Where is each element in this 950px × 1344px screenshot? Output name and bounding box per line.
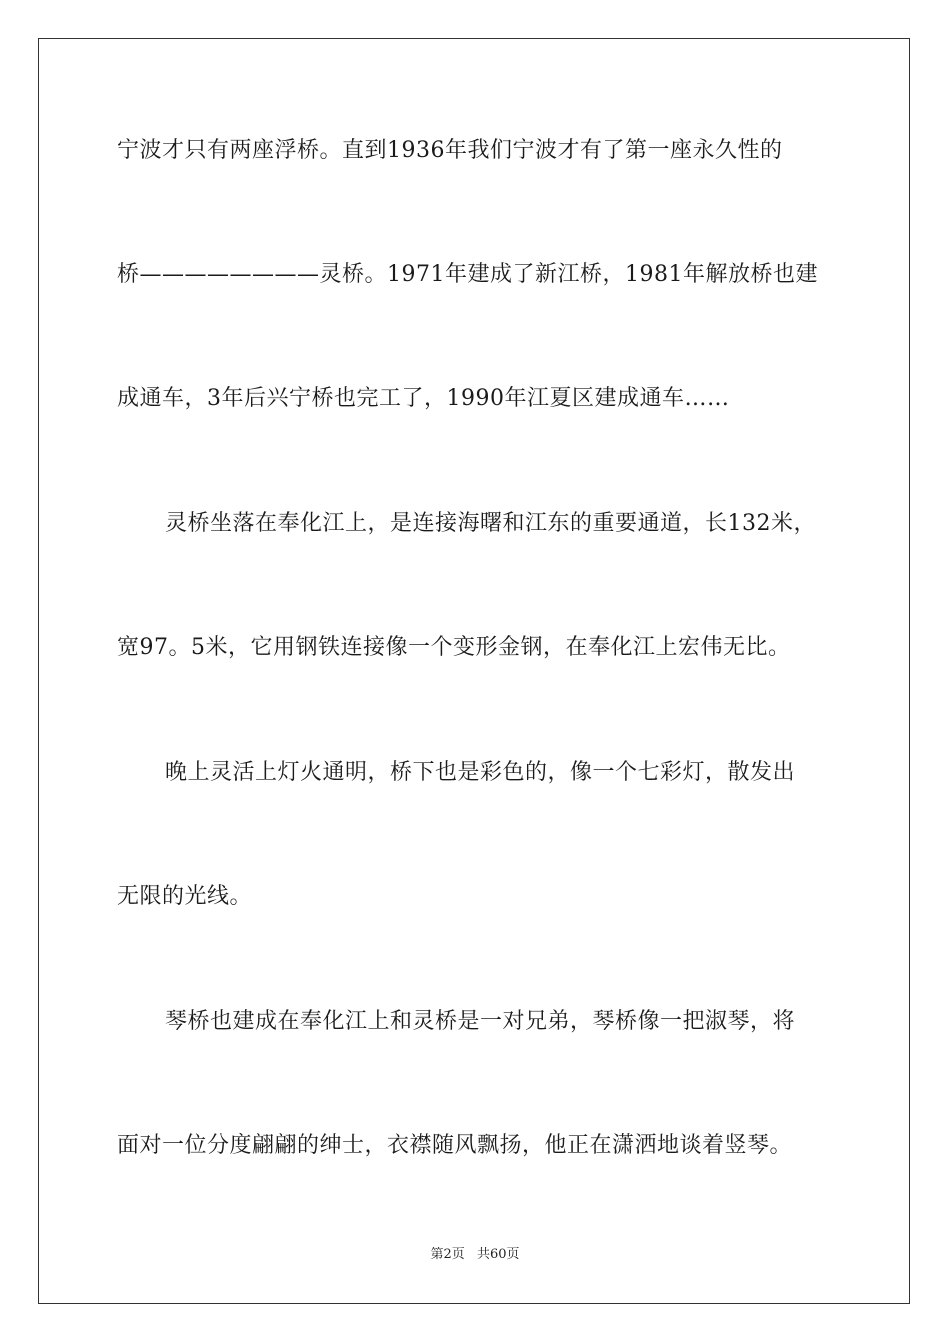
text-line-6: 晚上灵活上灯火通明，桥下也是彩色的，像一个七彩灯，散发出 bbox=[165, 760, 796, 785]
text-line-4: 灵桥坐落在奉化江上，是连接海曙和江东的重要通道，长132米， bbox=[165, 511, 816, 536]
text-line-9: 面对一位分度翩翩的绅士，衣襟随风飘扬，他正在潇洒地谈着竖琴。 bbox=[117, 1133, 793, 1158]
text-line-8: 琴桥也建成在奉化江上和灵桥是一对兄弟，琴桥像一把淑琴，将 bbox=[165, 1009, 796, 1034]
text-line-1: 宁波才只有两座浮桥。直到1936年我们宁波才有了第一座永久性的 bbox=[117, 138, 783, 163]
text-line-7: 无限的光线。 bbox=[117, 884, 253, 909]
text-line-5: 宽97。5米，它用钢铁连接像一个变形金钢，在奉化江上宏伟无比。 bbox=[117, 635, 791, 660]
page-total: 共60页 bbox=[476, 1247, 520, 1262]
text-line-2: 桥————————灵桥。1971年建成了新江桥，1981年解放桥也建 bbox=[117, 262, 818, 287]
page-footer bbox=[0, 1247, 950, 1263]
page-border bbox=[38, 38, 910, 1304]
page-number: 第2页 bbox=[430, 1247, 465, 1262]
text-line-3: 成通车，3年后兴宁桥也完工了，1990年江夏区建成通车…… bbox=[117, 386, 730, 411]
